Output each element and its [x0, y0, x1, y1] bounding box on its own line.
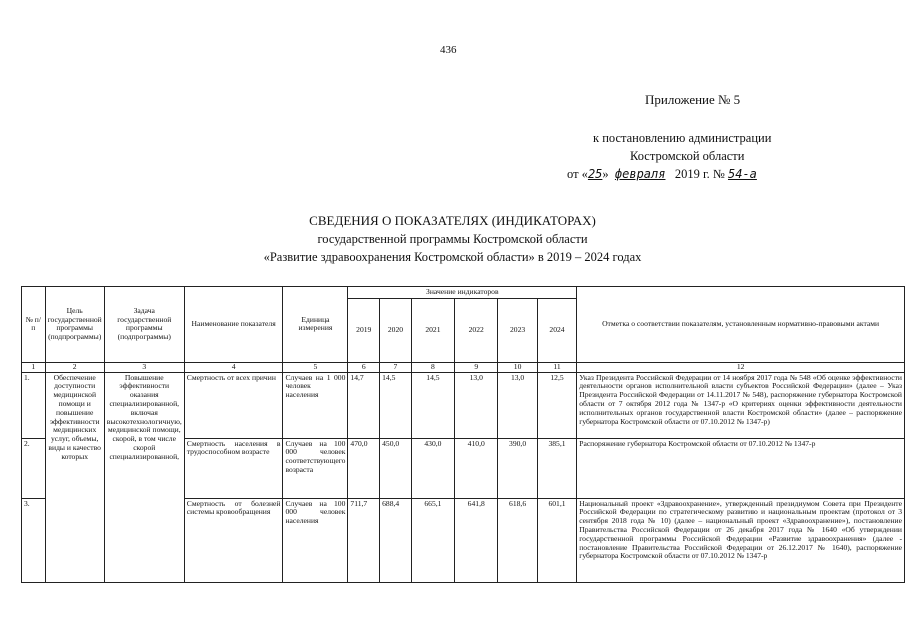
indicator-unit: Случаев на 100 000 человек соответствующего возраста [283, 438, 348, 498]
value-2021: 665,1 [411, 498, 454, 582]
indicator-name: Смертность от всех причин [184, 372, 283, 438]
document-subtitle: государственной программы Костромской области [317, 232, 588, 246]
header-row-1 [22, 287, 905, 299]
header-task: Задача государственной программы (подпрограммы) [104, 287, 184, 363]
value-2023: 13,0 [498, 372, 537, 438]
value-2019: 14,7 [348, 372, 380, 438]
regulatory-note: Распоряжение губернатора Костромской области от 07.10.2012 № 1347-р [577, 438, 905, 498]
page-number: 436 [440, 44, 457, 56]
document-program-name: «Развитие здравоохранения Костромской области» в 2019 – 2024 годах [263, 250, 642, 264]
header-year: 2021 [411, 298, 454, 362]
header-year: 2020 [380, 298, 412, 362]
decree-day: 25 [587, 167, 603, 181]
col-number: 12 [577, 362, 905, 372]
header-values-group: Значение индикаторов [348, 287, 577, 299]
header-num: № п/п [22, 287, 46, 363]
decree-year-no: 2019 г. № [674, 167, 725, 181]
col-number: 10 [498, 362, 537, 372]
header-year: 2024 [537, 298, 576, 362]
value-2020: 450,0 [380, 438, 412, 498]
indicator-name: Смертность населения в трудоспособном возрасте [184, 438, 283, 498]
indicators-table [21, 286, 905, 583]
goal-cell: Обеспечение доступности медицинской помощи и повышение эффективности медицинских услуг, объемы, виды и качество которых [45, 372, 104, 582]
decree-date-line [567, 167, 757, 182]
row-number: 1. [22, 372, 46, 438]
decree-number: 54-а [728, 167, 757, 181]
row-number: 2. [22, 438, 46, 498]
value-2022: 641,8 [455, 498, 498, 582]
task-cell: Повышение эффективности оказания специализированной, включая высокотехнологичную, медицинской помощи, скорой, в том числе скорой специализированной, [104, 372, 184, 582]
col-number: 7 [380, 362, 412, 372]
column-number-row [22, 362, 905, 372]
indicator-name: Смертность от болезней системы кровообращения [184, 498, 283, 582]
header-indicator-name: Наименование показателя [184, 287, 283, 363]
col-number: 8 [411, 362, 454, 372]
indicator-unit: Случаев на 1 000 человек населения [283, 372, 348, 438]
value-2024: 601,1 [537, 498, 576, 582]
header-unit: Единица измерения [283, 287, 348, 363]
decree-line-2: Костромской области [630, 149, 745, 163]
value-2020: 688,4 [380, 498, 412, 582]
header-year: 2022 [455, 298, 498, 362]
row-number: 3. [22, 498, 46, 582]
col-number: 3 [104, 362, 184, 372]
col-number: 11 [537, 362, 576, 372]
header-year: 2019 [348, 298, 380, 362]
value-2024: 385,1 [537, 438, 576, 498]
col-number: 4 [184, 362, 283, 372]
value-2021: 14,5 [411, 372, 454, 438]
value-2020: 14,5 [380, 372, 412, 438]
regulatory-note: Указ Президента Российской Федерации от 14 ноября 2017 года № 548 «Об оценке эффективности деятельности органов исполнительной власти субъектов Российской Федерации» (далее – Указ Президента Российской Федерации от 14.11.2017 № 548), распоряжение губернатора Костромской области от 7 октября 2012 года № 1347-р «О критериях оценки эффективности деятельности исполнительных органов государственной власти Костромской области» (далее – распоряжение губернатора Костромской области от 07.10.2012 № 1347-р) [577, 372, 905, 438]
regulatory-note: Национальный проект «Здравоохранение», утвержденный президиумом Совета при Президенте Российской Федерации по стратегическому развитию и национальным проектам (протокол от 3 сентября 2018 года № 10) (далее – национальный проект «Здравоохранение»), постановление Правительства Российской Федерации от 26 декабря 2017 года № 1640 «Об утверждении государственной программы Российской Федерации «Развитие здравоохранения» (далее - постановление Правительства Российской Федерации от 26.12.2017 № 1640), распоряжение губернатора Костромской области от 07.10.2012 № 1347-р [577, 498, 905, 582]
value-2022: 410,0 [455, 438, 498, 498]
col-number: 9 [455, 362, 498, 372]
header-goal: Цель государственной программы (подпрограммы) [45, 287, 104, 363]
col-number: 5 [283, 362, 348, 372]
decree-month: февраля [614, 167, 666, 181]
value-2019: 711,7 [348, 498, 380, 582]
decree-from: от « [567, 167, 588, 181]
appendix-label: Приложение № 5 [645, 92, 741, 107]
col-number: 1 [22, 362, 46, 372]
document-title: СВЕДЕНИЯ О ПОКАЗАТЕЛЯХ (ИНДИКАТОРАХ) [309, 213, 596, 228]
value-2019: 470,0 [348, 438, 380, 498]
decree-line-1: к постановлению администрации [593, 131, 772, 145]
indicator-unit: Случаев на 100 000 человек населения [283, 498, 348, 582]
header-year: 2023 [498, 298, 537, 362]
value-2021: 430,0 [411, 438, 454, 498]
value-2023: 618,6 [498, 498, 537, 582]
value-2022: 13,0 [455, 372, 498, 438]
decree-quote-close: » [602, 167, 609, 181]
header-note: Отметка о соответствии показателям, установленным нормативно-правовыми актами [577, 287, 905, 363]
value-2023: 390,0 [498, 438, 537, 498]
value-2024: 12,5 [537, 372, 576, 438]
col-number: 2 [45, 362, 104, 372]
col-number: 6 [348, 362, 380, 372]
table-row [22, 372, 905, 438]
